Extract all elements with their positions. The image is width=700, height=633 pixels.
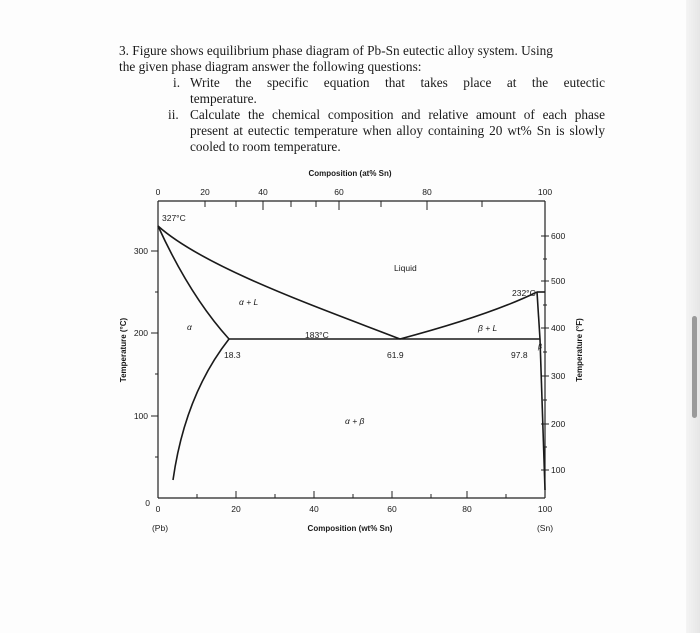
bottom-tick-40: 40	[309, 504, 319, 514]
right-tick-600: 600	[551, 231, 566, 241]
item-ii-line-2: present at eutectic temperature when alloy containing 20 wt% Sn is slowly	[190, 123, 605, 138]
question-line-1: 3. Figure shows equilibrium phase diagram of Pb-Sn eutectic alloy system. Using	[119, 43, 553, 58]
top-tick-20: 20	[200, 187, 210, 197]
liquidus-beta	[400, 292, 537, 339]
liquidus-alpha	[158, 226, 400, 339]
eutectic-comp-label: 61.9	[387, 350, 404, 360]
region-alpha-beta-label: α + β	[345, 416, 365, 426]
right-tick-500: 500	[551, 276, 566, 286]
left-tick-300: 300	[133, 246, 148, 256]
region-liquid-label: Liquid	[394, 263, 417, 273]
top-axis-title: Composition (at% Sn)	[308, 169, 392, 178]
left-tick-200: 200	[133, 328, 148, 338]
sn-end-label: (Sn)	[536, 523, 554, 533]
right-tick-100: 100	[551, 465, 566, 475]
top-tick-100: 100	[537, 187, 553, 197]
item-ii-line-1: Calculate the chemical composition and relative amount of each phase	[190, 107, 605, 122]
item-i-line-2: temperature.	[190, 91, 257, 106]
top-tick-0: 0	[155, 187, 161, 197]
region-beta-liquid-label: β + L	[478, 323, 498, 333]
region-alpha-label: α	[187, 322, 192, 332]
bottom-tick-100: 100	[537, 504, 553, 514]
top-tick-60: 60	[334, 187, 344, 197]
right-tick-200: 200	[551, 419, 566, 429]
vertical-scrollbar[interactable]	[692, 316, 697, 418]
region-alpha-liquid-label: α + L	[239, 297, 259, 307]
item-ii-marker: ii.	[168, 107, 179, 122]
pb-melting-label: 327°C	[162, 213, 186, 223]
bottom-tick-80: 80	[462, 504, 472, 514]
item-i-line-1: Write the specific equation that takes place at the eutectic	[190, 75, 605, 90]
item-ii-line-3: cooled to room temperature.	[190, 139, 341, 154]
right-tick-300: 300	[551, 371, 566, 381]
question-line-2: the given phase diagram answer the following questions:	[119, 59, 422, 74]
beta-max-comp-label: 97.8	[511, 350, 528, 360]
top-tick-80: 80	[422, 187, 432, 197]
sn-melting-label: 232°C	[512, 288, 536, 298]
region-beta-label: β	[538, 344, 542, 351]
beta-solidus	[537, 292, 540, 339]
liquidus-left	[158, 226, 229, 339]
bottom-axis-title: Composition (wt% Sn)	[307, 524, 393, 533]
right-axis-title: Temperature (°F)	[575, 318, 584, 382]
bottom-tick-60: 60	[387, 504, 397, 514]
left-axis-ticks	[151, 251, 158, 457]
top-axis-ticks	[158, 201, 545, 210]
top-tick-40: 40	[258, 187, 268, 197]
bottom-axis-ticks	[158, 491, 545, 498]
left-tick-0: 0	[145, 498, 150, 508]
item-i-marker: i.	[173, 75, 181, 90]
bottom-tick-20: 20	[231, 504, 241, 514]
pb-end-label: (Pb)	[151, 523, 169, 533]
beta-solvus	[540, 339, 545, 490]
right-tick-400: 400	[551, 323, 566, 333]
alpha-solvus	[173, 339, 229, 480]
left-axis-title: Temperature (°C)	[119, 317, 128, 383]
alpha-max-comp-label: 18.3	[224, 350, 241, 360]
left-tick-100: 100	[133, 411, 148, 421]
bottom-tick-0: 0	[155, 504, 161, 514]
eutectic-temp-label: 183°C	[305, 330, 329, 340]
